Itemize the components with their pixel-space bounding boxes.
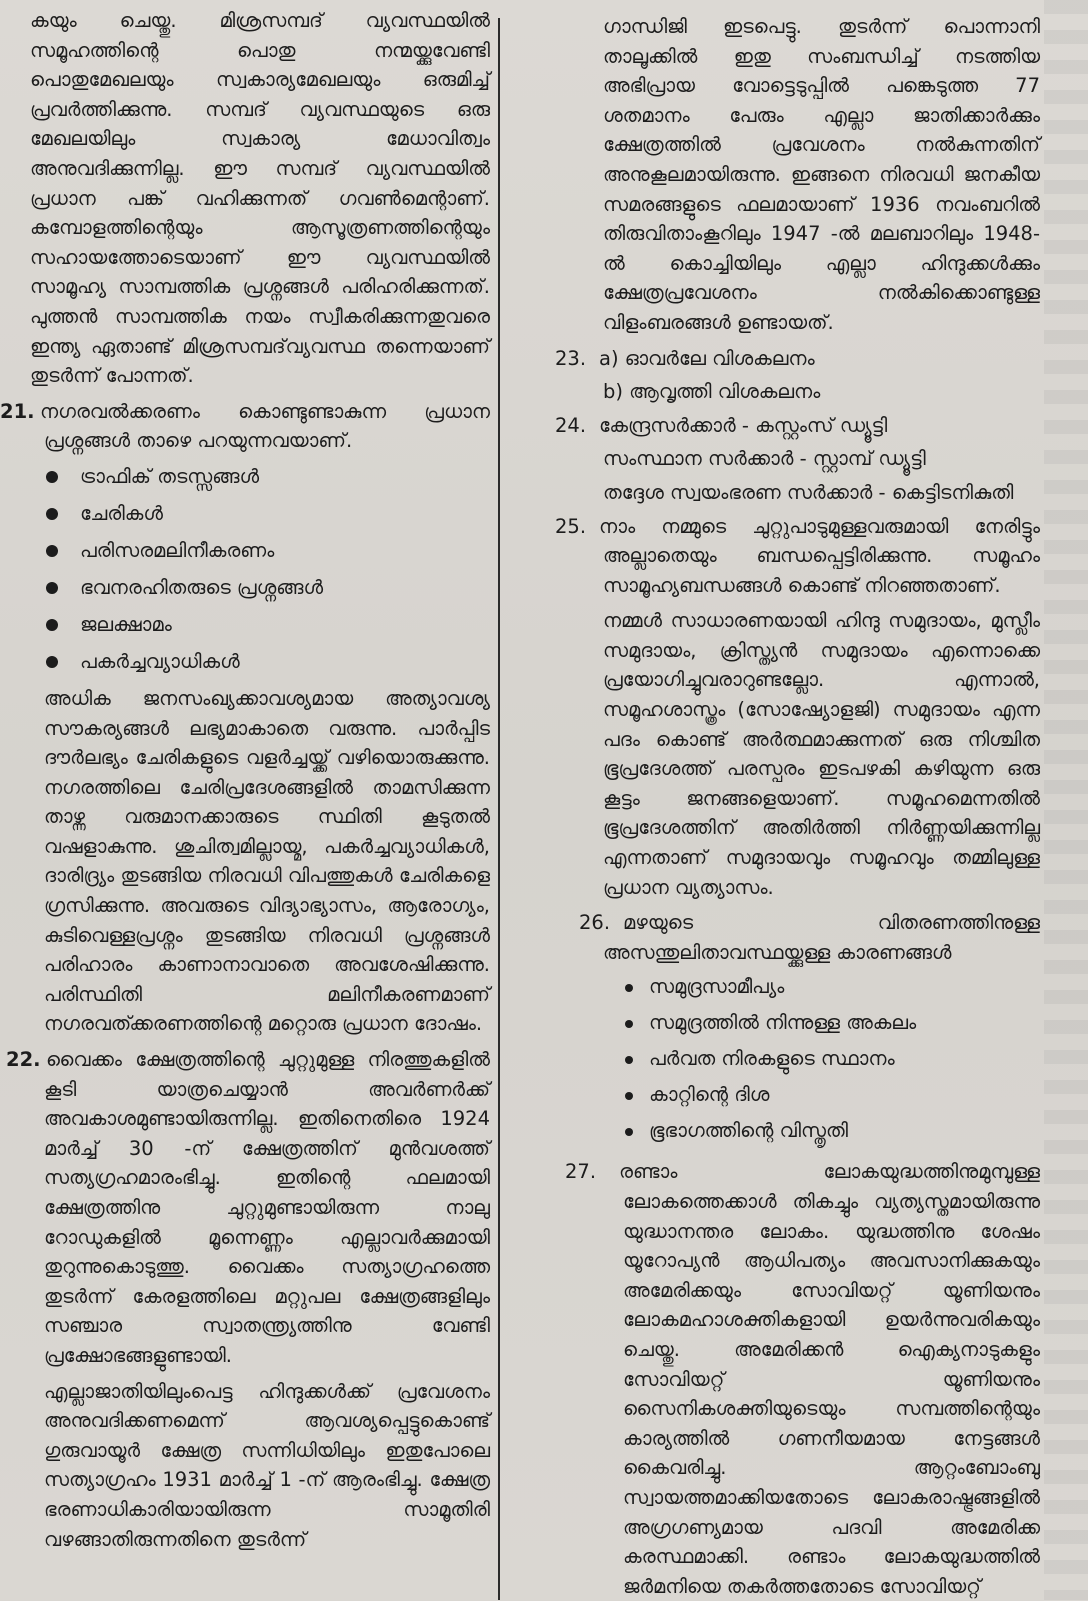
question-26-text: മഴയുടെ വിതരണത്തിനുള്ള അസന്തുലിതാവസ്ഥയ്ക്കുള്ള കാരണങ്ങൾ [603, 911, 1040, 964]
bullet-item: സമുദ്രത്തിൽ നിന്നുള്ള അകലം [623, 1005, 1040, 1041]
bullet-item: ജലക്ഷാമം [44, 606, 490, 643]
bullet-icon [46, 656, 58, 668]
question-26-number: 26. [579, 911, 611, 935]
question-21-bullets [0, 458, 490, 680]
bullet-item: പർവത നിരകളുടെ സ്ഥാനം [623, 1041, 1040, 1077]
bullet-item: ഭൂഭാഗത്തിന്റെ വിസ്തൃതി [623, 1113, 1040, 1149]
question-21-body: അധിക ജനസംഖ്യക്കാവശ്യമായ അത്യാവശ്യ സൗകര്യങ്ങൾ ലഭ്യമാകാതെ വരുന്നു. പാർപ്പിട ദൗർലഭ്യം ചേരികളുടെ വളർച്ചയ്ക്ക് വഴിയൊരുക്കുന്നു. നഗരത്തിലെ ചേരിപ്രദേശങ്ങളിൽ താമസിക്കുന്ന താഴ്ന്ന വരുമാനക്കാരുടെ സ്ഥിതി കൂടുതൽ വഷളാകുന്നു. ശുചിത്വമില്ലായ്മ, പകർച്ചവ്യാധികൾ, ദാരിദ്ര്യം തുടങ്ങിയ നിരവധി വിപത്തുകൾ ചേരികളെ ഗ്രസിക്കുന്നു. അവരുടെ വിദ്യാഭ്യാസം, ആരോഗ്യം, കുടിവെള്ളപ്രശ്നം തുടങ്ങിയ നിരവധി പ്രശ്നങ്ങൾ പരിഹാരം കാണാനാവാതെ അവശേഷിക്കുന്നു. പരിസ്ഥിതി മലിനീകരണമാണ് നഗരവത്ക്കരണത്തിന്റെ മറ്റൊരു പ്രധാന ദോഷം. [44, 686, 490, 1036]
question-21-text: നഗരവൽക്കരണം കൊണ്ടുണ്ടാകുന്ന പ്രധാന പ്രശ്നങ്ങൾ താഴെ പറയുന്നവയാണ്. [40, 399, 490, 453]
question-23-number: 23. [555, 346, 587, 370]
question-23 [555, 344, 1040, 374]
bullet-icon [46, 471, 58, 483]
question-22-text: വൈക്കം ക്ഷേത്രത്തിന്റെ ചുറ്റുമുള്ള നിരത്തുകളിൽ കൂടി യാത്രചെയ്യാൻ അവർണർക്ക് അവകാശമുണ്ടായിരുന്നില്ല. ഇതിനെതിരെ 1924 മാർച്ച് 30 -ന് ക്ഷേത്രത്തിന് മുൻവശത്ത് സത്യഗ്രഹമാരംഭിച്ചു. ഇതിന്റെ ഫലമായി ക്ഷേത്രത്തിനു ചുറ്റുമുണ്ടായിരുന്ന നാലു റോഡുകളിൽ മൂന്നെണ്ണം എല്ലാവർക്കുമായി തുറുന്നുകൊടുത്തു. വൈക്കം സത്യാഗ്രഹത്തെ തുടർന്ന് കേരളത്തിലെ മറ്റുപല ക്ഷേത്രങ്ങളിലും സഞ്ചാര സ്വാതന്ത്ര്യത്തിനു വേണ്ടി പ്രക്ഷോഭങ്ങളുണ്ടായി. [44, 1048, 490, 1367]
question-27-number: 27. [565, 1160, 597, 1184]
right-column [555, 0, 1040, 1600]
question-25 [555, 512, 1040, 601]
bullet-icon [625, 1056, 633, 1064]
bullet-icon [46, 545, 58, 557]
bullet-icon [46, 619, 58, 631]
question-26 [555, 908, 1040, 967]
bullet-item: പകർച്ചവ്യാധികൾ [44, 643, 490, 680]
question-24-line-2: സംസ്ഥാന സർക്കാർ - സ്റ്റാമ്പ് ഡ്യൂട്ടി [603, 447, 926, 471]
intro-paragraph: കയും ചെയ്തു. മിശ്രസമ്പദ് വ്യവസ്ഥയിൽ സമൂഹത്തിന്റെ പൊതു നന്മയ്ക്കുവേണ്ടി പൊതുമേഖലയും സ്വകാര്യമേഖലയും ഒരുമിച്ച് പ്രവർത്തിക്കുന്നു. സമ്പദ് വ്യവസ്ഥയുടെ ഒരു മേഖലയിലും സ്വകാര്യ മേധാവിത്വം അനുവദിക്കുന്നില്ല. ഈ സമ്പദ് വ്യവസ്ഥയിൽ പ്രധാന പങ്ക് വഹിക്കുന്നത് ഗവൺമെന്റാണ്. കമ്പോളത്തിന്റെയും ആസൂത്രണത്തിന്റെയും സഹായത്തോടെയാണ് ഈ വ്യവസ്ഥയിൽ സാമൂഹ്യ സാമ്പത്തിക പ്രശ്നങ്ങൾ പരിഹരിക്കുന്നത്. പുത്തൻ സാമ്പത്തിക നയം സ്വീകരിക്കുന്നതുവരെ ഇന്ത്യ ഏതാണ്ട് മിശ്രസമ്പദ്‌വ്യവസ്ഥ തന്നെയാണ് തുടർന്ന് പോന്നത്. [30, 9, 490, 388]
bullet-icon [625, 984, 633, 992]
question-25-number: 25. [555, 514, 587, 538]
question-27 [555, 1157, 1040, 1601]
question-26-bullets [555, 969, 1040, 1149]
question-23-a: a) ഓവർലേ വിശകലനം [599, 346, 815, 370]
bullet-icon [625, 1020, 633, 1028]
question-22-number: 22. [6, 1048, 41, 1072]
bullet-icon [46, 508, 58, 520]
column-divider [498, 18, 500, 1600]
question-21 [0, 397, 490, 456]
bullet-item: ട്രാഫിക് തടസ്സങ്ങൾ [44, 458, 490, 495]
question-25-text: നാം നമ്മുടെ ചുറ്റുപാടുമുള്ളവരുമായി നേരിട്ടും അല്ലാതെയും ബന്ധപ്പെട്ടിരിക്കുന്നു. സമൂഹം സാമൂഹ്യബന്ധങ്ങൾ കൊണ്ട് നിറഞ്ഞതാണ്. [599, 514, 1040, 597]
question-24 [555, 411, 1040, 441]
question-27-text: രണ്ടാം ലോകയുദ്ധത്തിനുമുമ്പുള്ള ലോകത്തെക്കാൾ തികച്ചും വ്യത്യസ്തമായിരുന്നു യുദ്ധാനന്തര ലോകം. യുദ്ധത്തിനു ശേഷം യൂറോപ്യൻ ആധിപത്യം അവസാനിക്കുകയും അമേരിക്കയും സോവിയറ്റ് യൂണിയനും ലോകമഹാശക്തികളായി ഉയർന്നുവരികയും ചെയ്തു. അമേരിക്കൻ ഐക്യനാടുകളും സോവിയറ്റ് യൂണിയനും സൈനികശക്തിയുടെയും സമ്പത്തിന്റെയും കാര്യത്തിൽ ഗണനീയമായ നേട്ടങ്ങൾ കൈവരിച്ചു. ആറ്റംബോംബു സ്വായത്തമാക്കിയതോടെ ലോകരാഷ്ട്രങ്ങളിൽ അഗ്രഗണ്യമായ പദവി അമേരിക്ക കരസ്ഥമാക്കി. രണ്ടാം ലോകയുദ്ധത്തിൽ ജർമനിയെ തകർത്തതോടെ സോവിയറ്റ് [619, 1160, 1040, 1598]
bleed-through-strip [1044, 0, 1088, 1600]
question-21-number: 21. [0, 399, 35, 423]
question-22 [0, 1045, 490, 1371]
question-24-line-3: തദ്ദേശ സ്വയംഭരണ സർക്കാർ - കെട്ടിടനികുതി [603, 480, 1014, 504]
bullet-icon [625, 1092, 633, 1100]
question-24-number: 24. [555, 413, 587, 437]
bullet-item: സമുദ്രസാമീപ്യം [623, 969, 1040, 1005]
bullet-icon [625, 1128, 633, 1136]
continued-paragraph: ഗാന്ധിജി ഇടപെട്ടു. തുടർന്ന് പൊന്നാനി താലൂക്കിൽ ഇതു സംബന്ധിച്ച് നടത്തിയ അഭിപ്രായ വോട്ടെടുപ്പിൽ പങ്കെടുത്ത 77 ശതമാനം പേരും എല്ലാ ജാതിക്കാർക്കും ക്ഷേത്രത്തിൽ പ്രവേശനം നൽകുന്നതിന് അനുകൂലമായിരുന്നു. ഇങ്ങനെ നിരവധി ജനകീയ സമരങ്ങളുടെ ഫലമായാണ് 1936 നവംബറിൽ തിരുവിതാംകൂറിലും 1947 -ൽ മലബാറിലും 1948-ൽ കൊച്ചിയിലും എല്ലാ ഹിന്ദുക്കൾക്കും ക്ഷേത്രപ്രവേശനം നൽകിക്കൊണ്ടുള്ള വിളംബരങ്ങൾ ഉണ്ടായത്. [603, 15, 1040, 334]
bullet-item: ഭവനരഹിതരുടെ പ്രശ്നങ്ങൾ [44, 569, 490, 606]
bullet-item: കാറ്റിന്റെ ദിശ [623, 1077, 1040, 1113]
question-22-para2: എല്ലാജാതിയിലുംപെട്ട ഹിന്ദുക്കൾക്ക് പ്രവേശനം അനുവദിക്കണമെന്ന് ആവശ്യപ്പെട്ടുകൊണ്ട് ഗുരുവായൂർ ക്ഷേത്ര സന്നിധിയിലും ഇതുപോലെ സത്യാഗ്രഹം 1931 മാർച്ച് 1 -ന് ആരംഭിച്ചു. ക്ഷേത്ര ഭരണാധികാരിയായിരുന്ന സാമൂതിരി വഴങ്ങാതിരുന്നതിനെ തുടർന്ന് [44, 1379, 490, 1551]
question-23-b: b) ആവൃത്തി വിശകലനം [603, 380, 821, 404]
question-25-para2: നമ്മൾ സാധാരണയായി ഹിന്ദു സമുദായം, മുസ്ലീം സമുദായം, ക്രിസ്ത്യൻ സമുദായം എന്നൊക്കെ പ്രയോഗിച്ചുവരാറുണ്ടല്ലോ. എന്നാൽ, സമൂഹശാസ്ത്രം (സോഷ്യോളജി) സമുദായം എന്ന പദം കൊണ്ട് അർത്ഥമാക്കുന്നത് ഒരു നിശ്ചിത ഭൂപ്രദേശത്ത് പരസ്പരം ഇടപഴകി കഴിയുന്ന ഒരു കൂട്ടം ജനങ്ങളെയാണ്. സമൂഹമെന്നതിൽ ഭൂപ്രദേശത്തിന് അതിർത്തി നിർണ്ണയിക്കുന്നില്ല എന്നതാണ് സമുദായവും സമൂഹവും തമ്മിലുള്ള പ്രധാന വ്യത്യാസം. [603, 609, 1040, 899]
bullet-item: പരിസരമലിനീകരണം [44, 532, 490, 569]
bullet-item: ചേരികൾ [44, 495, 490, 532]
bullet-icon [46, 582, 58, 594]
question-24-line-1: കേന്ദ്രസർക്കാർ - കസ്റ്റംസ് ഡ്യൂട്ടി [599, 413, 888, 437]
left-column [0, 0, 490, 1600]
